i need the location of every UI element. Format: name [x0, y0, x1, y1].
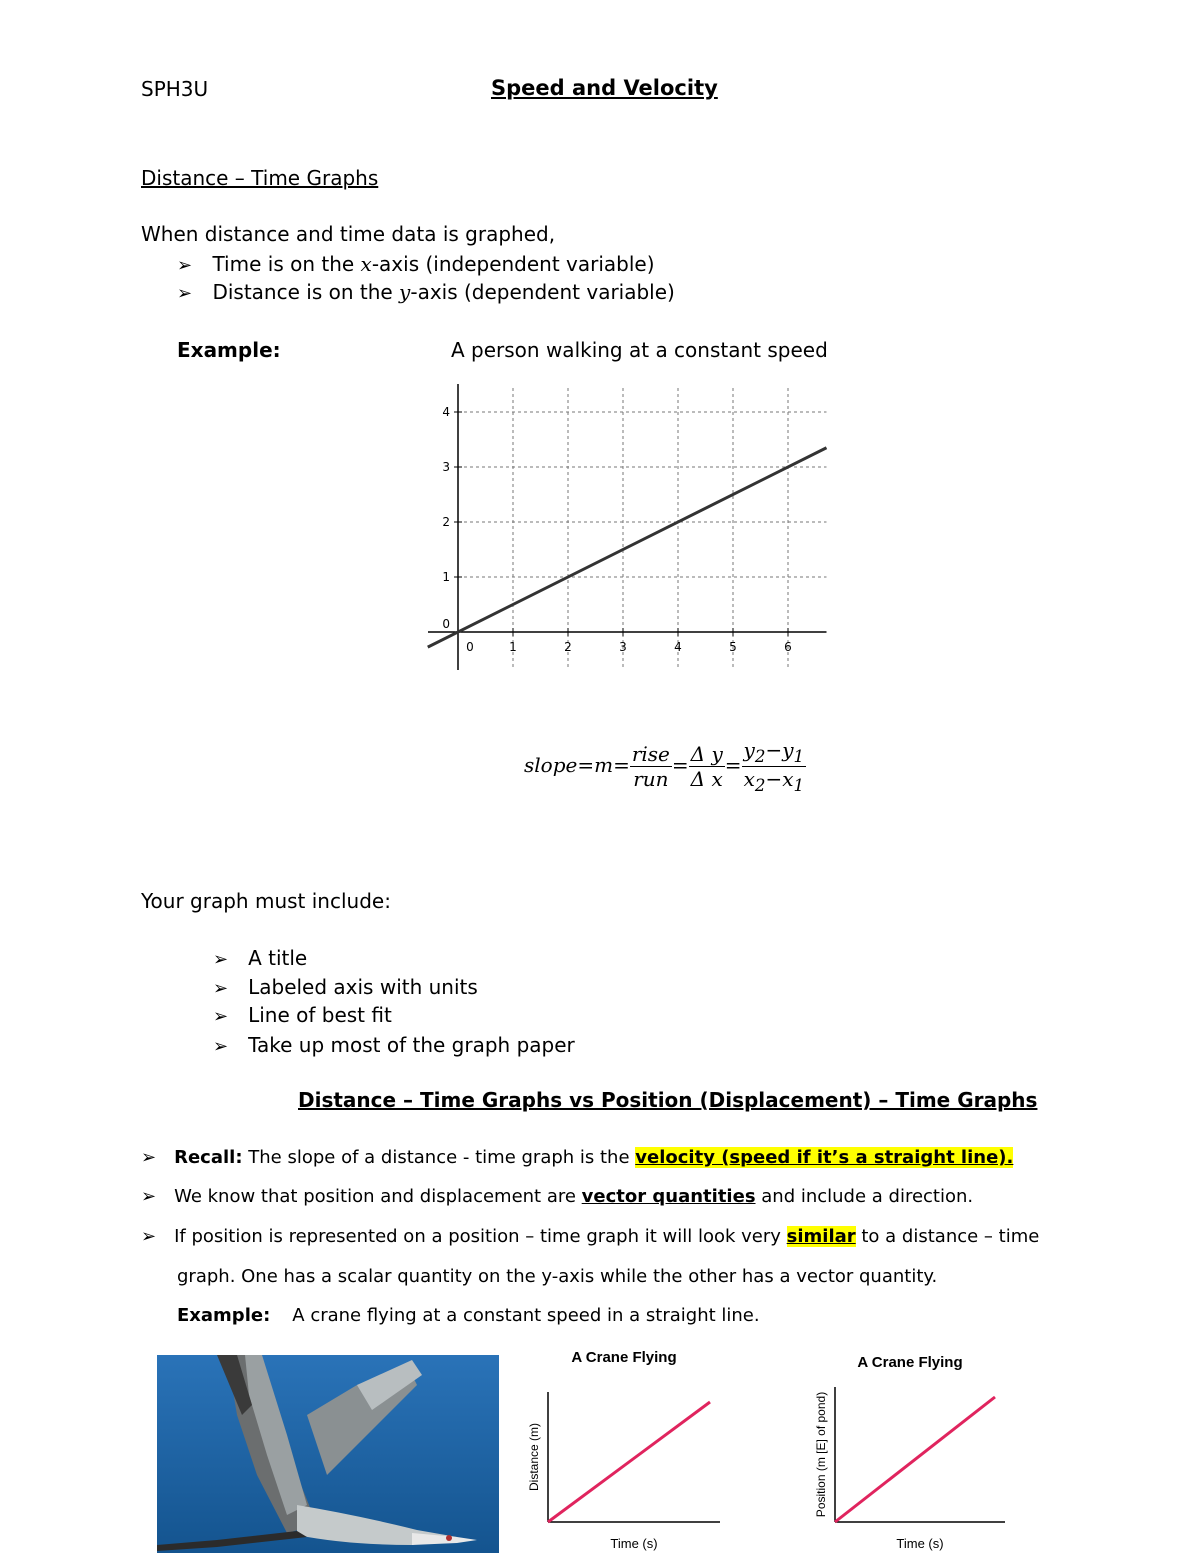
section-heading-comparison: Distance – Time Graphs vs Position (Displacement) – Time Graphs	[298, 1088, 1038, 1112]
x-tick-label: 6	[784, 640, 792, 654]
crane-distance-chart	[520, 1340, 750, 1553]
y-axis-label: Position (m [E] of pond)	[814, 1391, 828, 1518]
list-item: ➢ We know that position and displacement are vector quantities and include a direction.	[141, 1186, 974, 1207]
section-heading-distance-time: Distance – Time Graphs	[141, 166, 379, 190]
arrow-bullet-icon: ➢	[141, 1186, 157, 1207]
example-label: Example:	[177, 338, 281, 362]
page-title: Speed and Velocity	[491, 76, 718, 100]
arrow-bullet-icon: ➢	[177, 255, 193, 276]
x-tick-label: 4	[674, 640, 682, 654]
x-tick-label: 0	[466, 640, 474, 654]
list-item: ➢ A title	[213, 946, 308, 970]
arrow-bullet-icon: ➢	[141, 1147, 157, 1168]
paragraph-line: graph. One has a scalar quantity on the y-axis while the other has a vector quantity.	[177, 1266, 938, 1287]
example-line: Example: A crane flying at a constant speed in a straight line.	[177, 1305, 760, 1326]
y-tick-label: 2	[442, 515, 450, 529]
intro-text: When distance and time data is graphed,	[141, 222, 556, 246]
list-item: ➢ If position is represented on a position – time graph it will look very similar to a distance – time	[141, 1226, 1040, 1247]
x-axis-label: Time (s)	[610, 1536, 658, 1551]
data-line	[548, 1402, 710, 1522]
y-tick-label: 4	[442, 405, 450, 419]
list-item: ➢ Line of best fit	[213, 1003, 392, 1027]
arrow-bullet-icon: ➢	[213, 949, 229, 970]
y-tick-label: 0	[442, 617, 450, 631]
x-tick-label: 3	[619, 640, 627, 654]
arrow-bullet-icon: ➢	[177, 283, 193, 304]
x-tick-label: 2	[564, 640, 572, 654]
list-item: ➢ Recall: The slope of a distance - time graph is the velocity (speed if it’s a straight line).	[141, 1147, 1014, 1168]
list-item: ➢ Take up most of the graph paper	[213, 1033, 575, 1057]
list-item: ➢ Labeled axis with units	[213, 975, 478, 999]
y-tick-label: 3	[442, 460, 450, 474]
arrow-bullet-icon: ➢	[213, 1006, 229, 1027]
arrow-bullet-icon: ➢	[213, 1036, 229, 1057]
y-axis-label: Distance (m)	[527, 1422, 541, 1492]
x-axis-label: Time (s)	[896, 1536, 944, 1551]
distance-time-chart	[420, 380, 840, 675]
x-tick-label: 1	[509, 640, 517, 654]
slope-formula: slope=m= $\frac{\text{rise}}{\text{run}}$ = $\frac{\text{Δ y}}{\text{Δ x}}$ = $\frac{y_2-y_1}{x_2-x_1}$	[524, 738, 805, 795]
list-item: ➢ Time is on the x-axis (independent variable)	[177, 252, 655, 276]
requirements-intro: Your graph must include:	[141, 889, 391, 913]
list-item: ➢ Distance is on the y-axis (dependent variable)	[177, 280, 675, 304]
chart-title: A Crane Flying	[857, 1354, 963, 1371]
y-tick-label: 1	[442, 570, 450, 584]
course-code: SPH3U	[141, 77, 209, 101]
crane-position-chart	[810, 1345, 1055, 1553]
arrow-bullet-icon: ➢	[213, 978, 229, 999]
example-caption: A person walking at a constant speed	[451, 338, 828, 362]
data-line	[428, 448, 827, 647]
arrow-bullet-icon: ➢	[141, 1226, 157, 1247]
x-tick-label: 5	[729, 640, 737, 654]
chart-title: A Crane Flying	[571, 1349, 677, 1366]
crane-photo	[157, 1355, 499, 1553]
data-line	[835, 1397, 995, 1522]
